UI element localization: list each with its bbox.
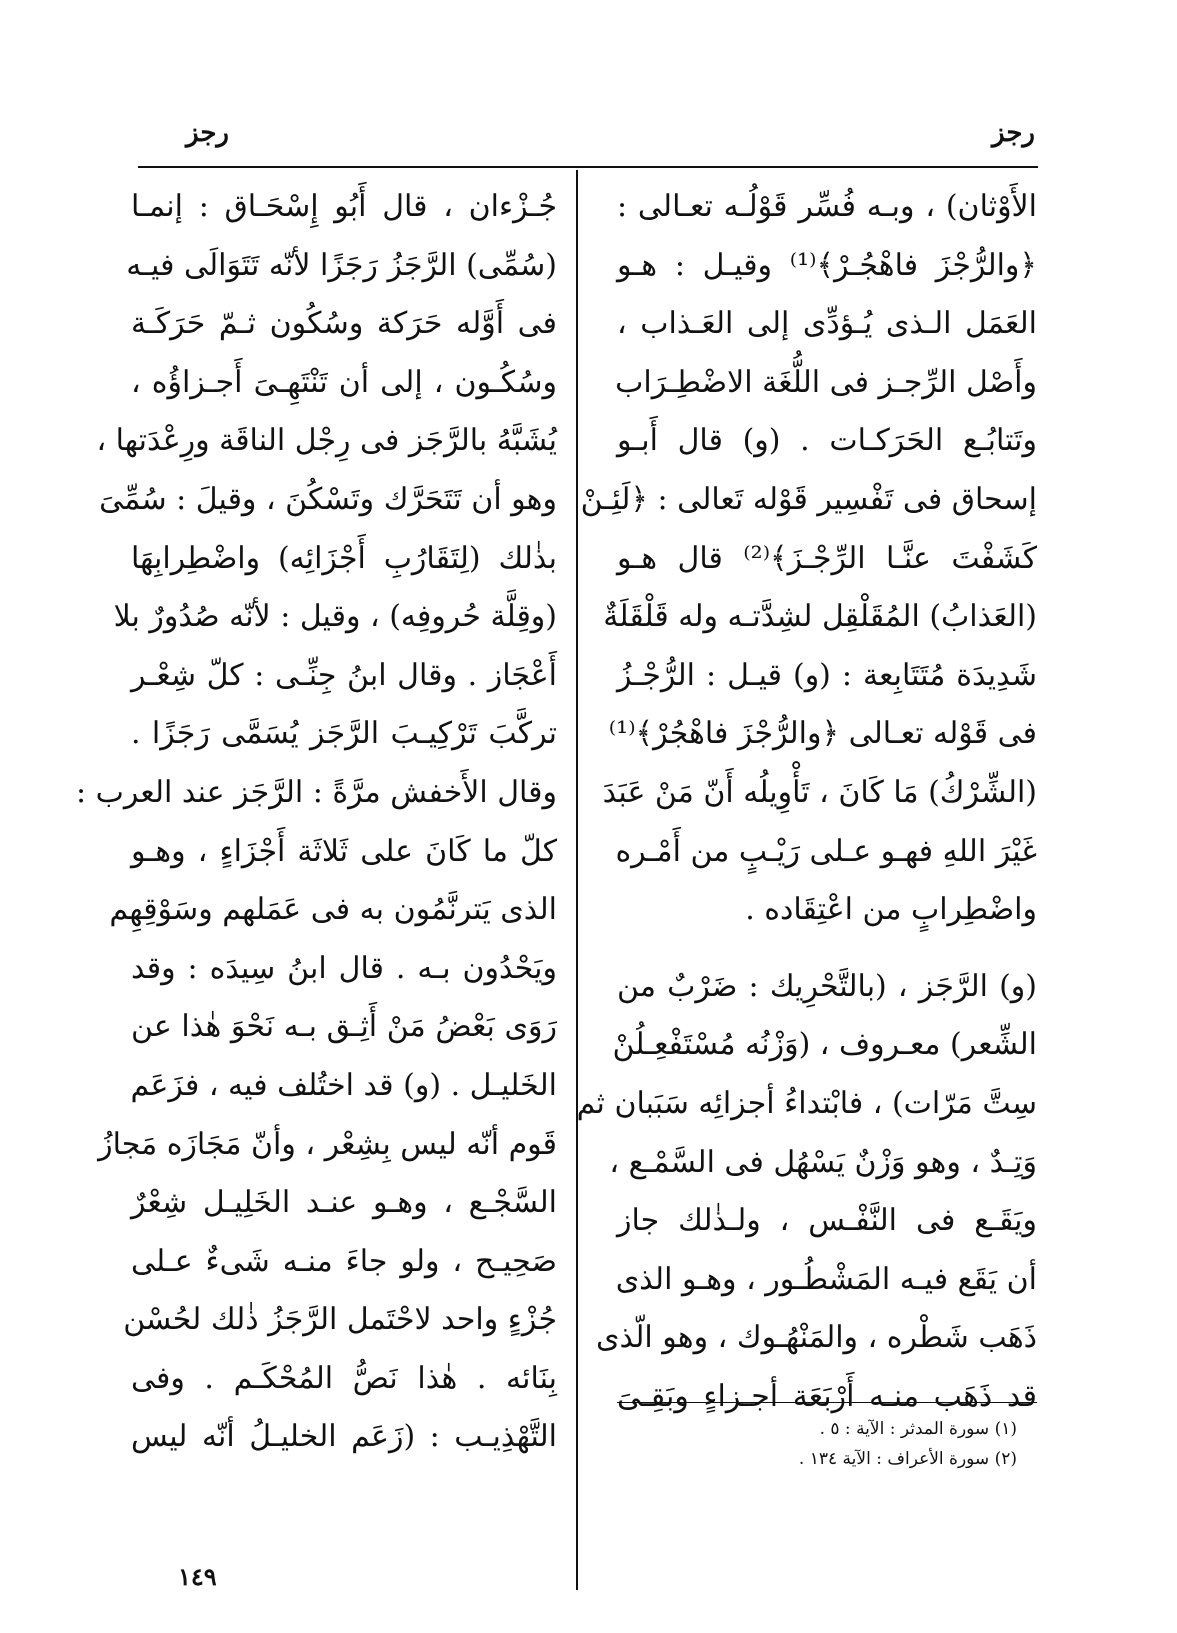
text-line: فى أَوَّله حَرَكة وسُكُون ثـمّ حَرَكَـة: [131, 306, 557, 342]
text-line: سِتَّ مَرّات) ، فابْتداءُ أجزائِه سَبَبان ثم: [576, 1085, 1037, 1121]
footnote-2: (٢) سورة الأعراف : الآية ١٣٤ .: [798, 1449, 1017, 1469]
text-line: أن يَقَع فيـه المَشْطُـور ، وهـو الذى: [615, 1261, 1037, 1297]
text-line: يُشَبَّهُ بالرَّجَز فى رِجْل الناقَة ورِعْدَتها ،: [96, 423, 557, 459]
page-number: ١٤٩: [178, 1562, 217, 1591]
text-line: وقال الأَخفش مرَّةً : الرَّجَز عند العرب :: [75, 774, 557, 810]
text-line: الخَليـل . (و) قد اختُلف فيه ، فزَعَم: [130, 1067, 557, 1103]
text-line: بِنَائه . هٰذا نَصُّ المُحْكَـم . وفى: [131, 1360, 557, 1396]
text-line: (وقِلَّة حُروفِه) ، وقيل : لأنّه صُدُورٌ بلا: [113, 599, 557, 635]
text-line: أَعْجَاز . وقال ابنُ جِنِّـى : كلّ شِعْـر: [131, 657, 557, 693]
text-line: وأَصْل الرِّجـز فى اللُّغَة الاضْطِـرَاب: [615, 364, 1037, 400]
text-line: صَحِيـح ، ولو جاءَ منـه شَىءٌ عـلى: [131, 1243, 557, 1279]
text-line: جُـزْءان ، قال أَبُو إِسْحَـاق : إنمـا: [131, 189, 557, 224]
text-line: ذَهَب شَطْره ، والمَنْهُـوك ، وهو الّذى: [596, 1320, 1037, 1356]
header-root-word-right: رجز: [992, 118, 1035, 148]
text-line: وتَتابُـع الحَرَكـات . (و) قال أَبـو: [617, 423, 1037, 459]
text-line: تركَّبَ تَرْكِيـبَ الرَّجَز يُسَمَّى رَجَزًا .: [131, 716, 557, 752]
footnotes: [799, 1414, 1017, 1474]
text-line: شَدِيدَة مُتَتَابِعة : (و) قيـل : الرُّجْـزُ: [617, 657, 1037, 693]
text-line: ﴿والرُّجْزَ فاهْجُـرْ﴾⁽¹⁾ وقيـل : هـو: [617, 247, 1037, 283]
text-line: قد ذَهَب منـه أَرْبَعَة أجـزاءٍ وبَقِـىَ: [617, 1378, 1037, 1414]
text-line: قَوم أنّه ليس بِشِعْر ، وأنّ مَجَازَه مَجازُ: [98, 1126, 557, 1162]
text-line: فى قَوْله تعـالى ﴿والرُّجْزَ فاهْجُرْ﴾⁽¹⁾: [608, 716, 1037, 752]
footnote-rule: [617, 1402, 1037, 1403]
column-divider: [576, 170, 578, 1590]
text-line: واضْطِرابٍ من اعْتِقَاده .: [745, 892, 1037, 928]
text-line: (سُمِّى) الرَّجَزُ رَجَزًا لأنّه تَتَوَالَى فيـه: [126, 247, 557, 283]
text-line: غَيْرَ اللهِ فهـو عـلى رَيْـبٍ من أَمْـره: [615, 833, 1037, 869]
text-line: رَوَى بَعْضُ مَنْ أَثِـق بـه نَحْوَ هٰذا عن: [131, 1009, 557, 1045]
text-line: (و) الرَّجَز ، (بالتَّحْرِيك : ضَرْبٌ من: [617, 968, 1037, 1004]
footnote-1: (١) سورة المدثر : الآية : ٥ .: [819, 1419, 1017, 1439]
text-line: (العَذابُ) المُقَلْقِل لشِدَّتـه وله قَلْقَلَةٌ: [603, 599, 1037, 635]
text-line: الأَوْثان) ، وبـه فُسِّر قَوْلُـه تعـالى :: [617, 189, 1037, 224]
text-line: وَتِـدٌ ، وهو وَزْنٌ يَسْهُل فى السَّمْـع ،: [609, 1144, 1037, 1180]
text-line: وهو أن تَتَحَرَّك وتَسْكُنَ ، وقيلَ : سُمِّىَ: [99, 481, 557, 517]
text-line: الذى يَترنَّمُون به فى عَمَلهم وسَوْقِهِم: [109, 892, 557, 928]
text-line: التَّهْذِيـب : (زَعَم الخليـلُ أنّه ليس: [131, 1419, 557, 1455]
text-line: (الشِّرْكُ) مَا كَانَ ، تَأْوِيلُه أَنّ مَنْ عَبَدَ: [602, 774, 1037, 810]
text-line: كَشَفْتَ عنَّـا الرِّجْـزَ﴾⁽²⁾ قال هـو: [617, 540, 1038, 576]
text-line: ويَحْدُون بـه . قال ابنُ سِيدَه : وقد: [131, 950, 557, 986]
header-rule: [138, 166, 1038, 168]
text-line: ويَقَـع فى النَّفْـس ، ولـذٰلك جاز: [617, 1203, 1037, 1239]
text-line: السَّجْـع ، وهـو عنـد الخَلِيـل شِعْرٌ: [131, 1185, 557, 1221]
text-line: الشِّعر) معـروف ، (وَزْنُه مُسْتَفْعِـلُنْ: [612, 1027, 1037, 1063]
text-line: العَمَل الـذى يُـؤدِّى إلى العَـذاب ،: [617, 306, 1037, 342]
text-line: جُزْءٍ واحد لاحْتَمل الرَّجَزُ ذٰلك لحُسْن: [123, 1302, 557, 1338]
text-line: كلّ ما كَانَ على ثَلاثَة أَجْزَاءٍ ، وهـو: [131, 833, 557, 869]
header-root-word-left: رجز: [186, 118, 229, 148]
left-column: [75, 178, 557, 1467]
text-line: بذٰلك (لِتَقَارُبِ أَجْزَائِه) واضْطِرابِهَا: [131, 540, 557, 576]
right-column: [576, 178, 1038, 1426]
text-line: إسحاق فى تَفْسِير قَوْله تَعالى : ﴿لَئِـنْ: [580, 481, 1037, 517]
text-line: وسُكُـون ، إلى أن تَنْتَهِـىَ أَجـزاؤُه ،: [131, 364, 557, 400]
